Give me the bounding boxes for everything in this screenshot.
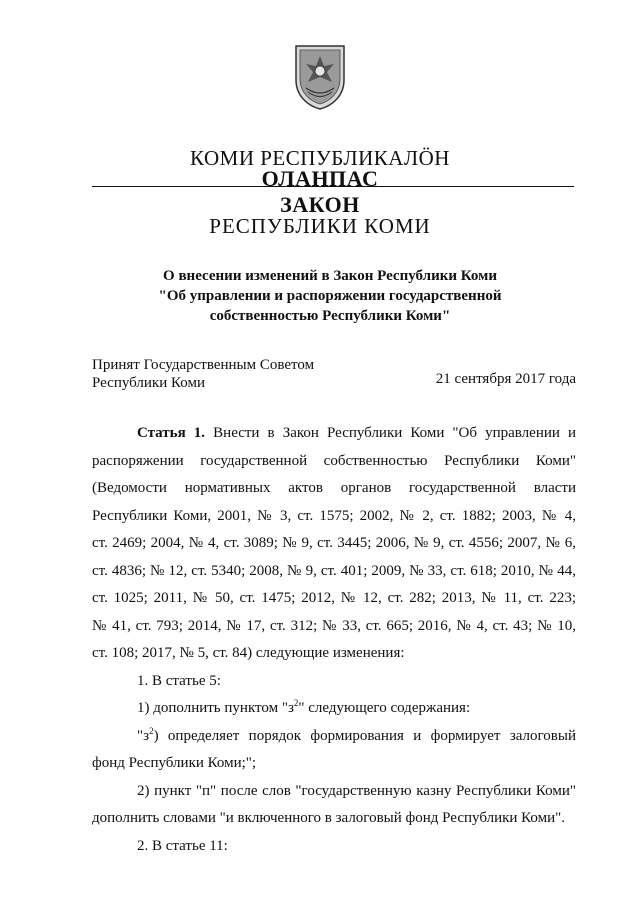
quote-line: "$з^2$) определяет порядок формирования и формирует залоговый bbox=[137, 725, 576, 744]
item-heading: 1. В статье 5: bbox=[137, 672, 221, 689]
article-text: Внести в Закон Республики Коми "Об управлении и bbox=[213, 425, 577, 441]
header-olanpas: ОЛАНПАС bbox=[261, 166, 379, 191]
item-heading: 2. В статье 11: bbox=[137, 837, 228, 854]
article-line: Республики Коми, 2001, № 3, ст. 1575; 2002, № 2, ст. 1882; 2003, № 4, bbox=[92, 507, 576, 524]
article-label: Статья 1. bbox=[137, 425, 206, 441]
article-line: ст. 4836; № 12, ст. 5340; 2008, № 9, ст. 401; 2009, № 33, ст. 618; 2010, № 44, bbox=[92, 562, 576, 579]
law-title bbox=[0, 266, 640, 326]
law-title-line: собственностью Республики Коми" bbox=[209, 308, 451, 324]
article-line: распоряжении государственной собственностью Республики Коми" bbox=[92, 452, 576, 469]
adoption-line: Республики Коми bbox=[92, 375, 205, 391]
subitem-line: 1) дополнить пунктом "$з^2$" следующего содержания: bbox=[137, 698, 471, 716]
adoption-date: 21 сентября 2017 года bbox=[435, 371, 576, 387]
header-divider bbox=[92, 186, 574, 187]
coat-of-arms-icon bbox=[294, 44, 346, 110]
adoption-line: Принят Государственным Советом bbox=[92, 357, 315, 373]
article-line: ст. 108; 2017, № 5, ст. 84) следующие изменения: bbox=[92, 645, 405, 661]
law-title-line: "Об управлении и распоряжении государственной bbox=[158, 288, 502, 304]
article-line: ст. 1025; 2011, № 50, ст. 1475; 2012, № 12, ст. 282; 2013, № 11, ст. 223; bbox=[92, 590, 576, 606]
adoption-info bbox=[92, 356, 314, 392]
law-body bbox=[92, 420, 576, 860]
article-line: № 41, ст. 793; 2014, № 17, ст. 312; № 33, ст. 665; 2016, № 4, ст. 43; № 10, bbox=[92, 617, 576, 634]
header-zakon: ЗАКОН bbox=[280, 192, 360, 217]
header-komi-line: КОМИ РЕСПУБЛИКАЛӦН bbox=[190, 146, 450, 170]
header-republic: РЕСПУБЛИКИ КОМИ bbox=[209, 214, 431, 238]
quote-line: фонд Республики Коми;"; bbox=[92, 755, 257, 771]
subitem-line: дополнить словами "и включенного в залоговый фонд Республики Коми". bbox=[92, 810, 566, 826]
law-title-line: О внесении изменений в Закон Республики Коми bbox=[163, 268, 497, 284]
article-line: ст. 2469; 2004, № 4, ст. 3089; № 9, ст. 3445; 2006, № 9, ст. 4556; 2007, № 6, bbox=[92, 535, 576, 551]
subitem-line: 2) пункт "п" после слов "государственную казну Республики Коми" bbox=[137, 782, 576, 799]
article-line bbox=[92, 420, 576, 448]
article-line: (Ведомости нормативных актов органов государственной власти bbox=[92, 480, 576, 496]
